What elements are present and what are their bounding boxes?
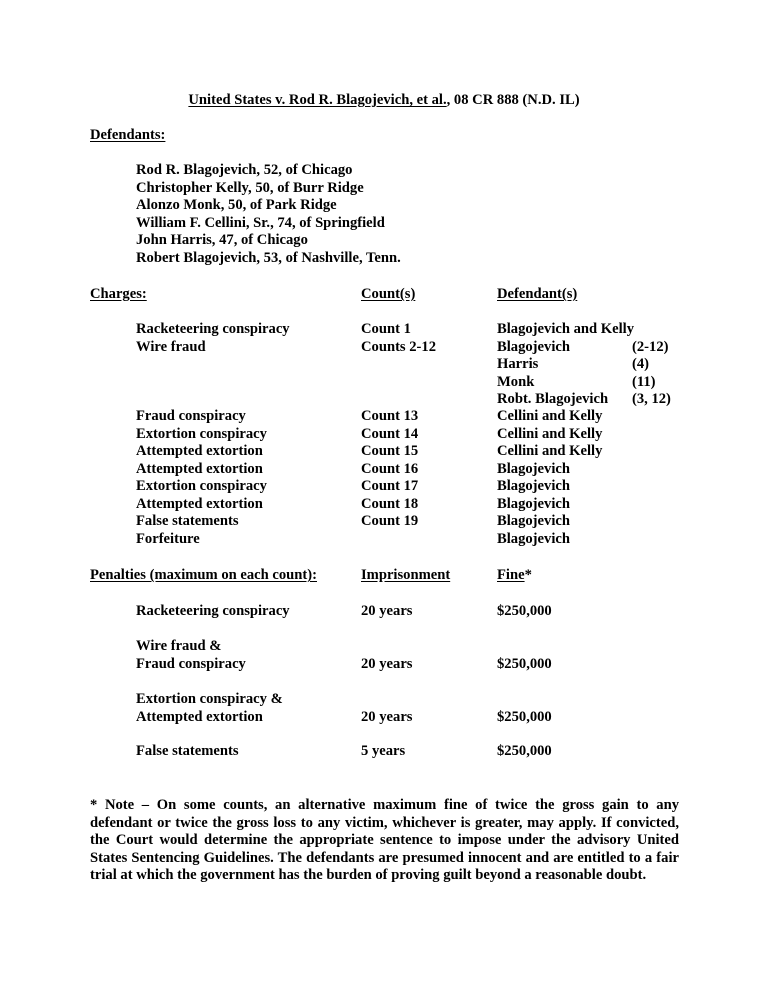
charge-item: Extortion conspiracy [136, 425, 267, 442]
count-item: Count 15 [361, 443, 419, 459]
defendant-item: William F. Cellini, Sr., 74, of Springfield [136, 214, 385, 231]
charge-item: False statements [136, 513, 239, 529]
count-item: Counts 2-12 [361, 338, 437, 355]
charges-block1-defendants [497, 321, 634, 409]
charges-block1-counts [361, 321, 436, 356]
penalty-row-imprisonment: 20 years [361, 655, 413, 672]
charges-block2-names [136, 408, 267, 548]
defendant-item: Christopher Kelly, 50, of Burr Ridge [136, 179, 364, 196]
imprisonment-heading: Imprisonment [361, 567, 451, 583]
charges-block1-names [136, 321, 290, 356]
defendants-col-heading: Defendant(s) [497, 286, 578, 302]
penalty-row-fine: $250,000 [497, 603, 552, 619]
penalty-row-charge: False statements [136, 743, 239, 759]
charge-defendant: Blagojevich [497, 460, 570, 477]
charge-item: Attempted extortion [136, 460, 263, 477]
defendant-item: John Harris, 47, of Chicago [136, 232, 308, 248]
penalty-row-charge [136, 638, 246, 673]
charge-defendant: Cellini and Kelly [497, 408, 603, 424]
charge-item: Attempted extortion [136, 443, 263, 459]
defendant-count: (4) [632, 356, 650, 372]
charge-defendant: Blagojevich [497, 478, 570, 494]
penalty-row-charge [136, 691, 283, 726]
penalty-row-charge: Racketeering conspiracy [136, 603, 290, 619]
charge-defendant: Blagojevich and Kelly [497, 321, 635, 337]
footnote: * Note – On some counts, an alternative maximum fine of twice the gross gain to any defendant or twice the gross loss to any victim, whichever is greater, may apply. If convicted, the Court would determine the appropriate sentence to impose under the advisory United States Sentencing Guidelines. The defendants are presumed innocent and are entitled to a fair trial at which the government has the burden of proving guilt beyond a reasonable doubt. [90, 797, 679, 883]
charge-item: Wire fraud [136, 338, 206, 355]
charge-defendant: Monk [497, 373, 535, 390]
charge-item: Forfeiture [136, 530, 200, 547]
count-item: Count 1 [361, 321, 411, 337]
count-item: Count 13 [361, 408, 419, 424]
penalty-row-imprisonment: 20 years [361, 603, 413, 619]
penalty-charge-line: Extortion conspiracy & [136, 691, 283, 707]
penalty-charge-line: Attempted extortion [136, 708, 263, 725]
charges-block2-defendants [497, 408, 602, 548]
charge-defendant: Blagojevich [497, 530, 570, 547]
charge-defendant: Robt. Blagojevich [497, 391, 609, 407]
charge-item: Extortion conspiracy [136, 478, 267, 494]
case-name: United States v. Rod R. Blagojevich, et al. [188, 92, 447, 108]
fine-heading-star: * [524, 567, 532, 583]
charge-item: Attempted extortion [136, 495, 263, 512]
charge-defendant: Blagojevich [497, 495, 570, 512]
count-item: Count 17 [361, 478, 419, 494]
defendants-heading: Defendants: [90, 127, 166, 143]
defendant-count: (3, 12) [632, 391, 671, 407]
defendant-count: (2-12) [632, 338, 669, 355]
penalties-heading: Penalties (maximum on each count): [90, 567, 317, 583]
case-number: , 08 CR 888 (N.D. IL) [446, 92, 580, 108]
count-item: Count 19 [361, 513, 419, 529]
penalty-charge-line: Wire fraud & [136, 638, 222, 654]
penalty-charge-line: Fraud conspiracy [136, 655, 246, 672]
charge-defendant: Blagojevich [497, 338, 570, 355]
penalty-row-fine: $250,000 [497, 743, 552, 759]
fine-heading [497, 567, 532, 585]
charge-defendant: Cellini and Kelly [497, 443, 603, 459]
penalty-row-fine: $250,000 [497, 708, 552, 725]
charge-defendant: Harris [497, 356, 539, 372]
charges-heading: Charges: [90, 286, 147, 302]
counts-heading: Count(s) [361, 286, 416, 302]
charges-block1-defendant-counts [632, 339, 671, 409]
charges-block2-counts [361, 408, 418, 531]
charge-defendant: Cellini and Kelly [497, 425, 603, 442]
penalty-row-imprisonment: 20 years [361, 708, 413, 725]
penalty-row-imprisonment: 5 years [361, 743, 406, 759]
charge-item: Fraud conspiracy [136, 408, 246, 424]
defendant-count: (11) [632, 373, 656, 390]
count-item: Count 14 [361, 425, 419, 442]
charge-defendant: Blagojevich [497, 513, 570, 529]
defendants-list [136, 162, 401, 267]
count-item: Count 18 [361, 495, 419, 512]
penalty-row-fine: $250,000 [497, 655, 552, 672]
charge-item: Racketeering conspiracy [136, 321, 290, 337]
defendant-item: Rod R. Blagojevich, 52, of Chicago [136, 162, 353, 178]
fine-heading-label: Fine [497, 567, 525, 583]
defendant-item: Robert Blagojevich, 53, of Nashville, Tenn. [136, 249, 401, 266]
page-title [0, 92, 768, 110]
defendant-item: Alonzo Monk, 50, of Park Ridge [136, 197, 337, 213]
count-item: Count 16 [361, 460, 419, 477]
